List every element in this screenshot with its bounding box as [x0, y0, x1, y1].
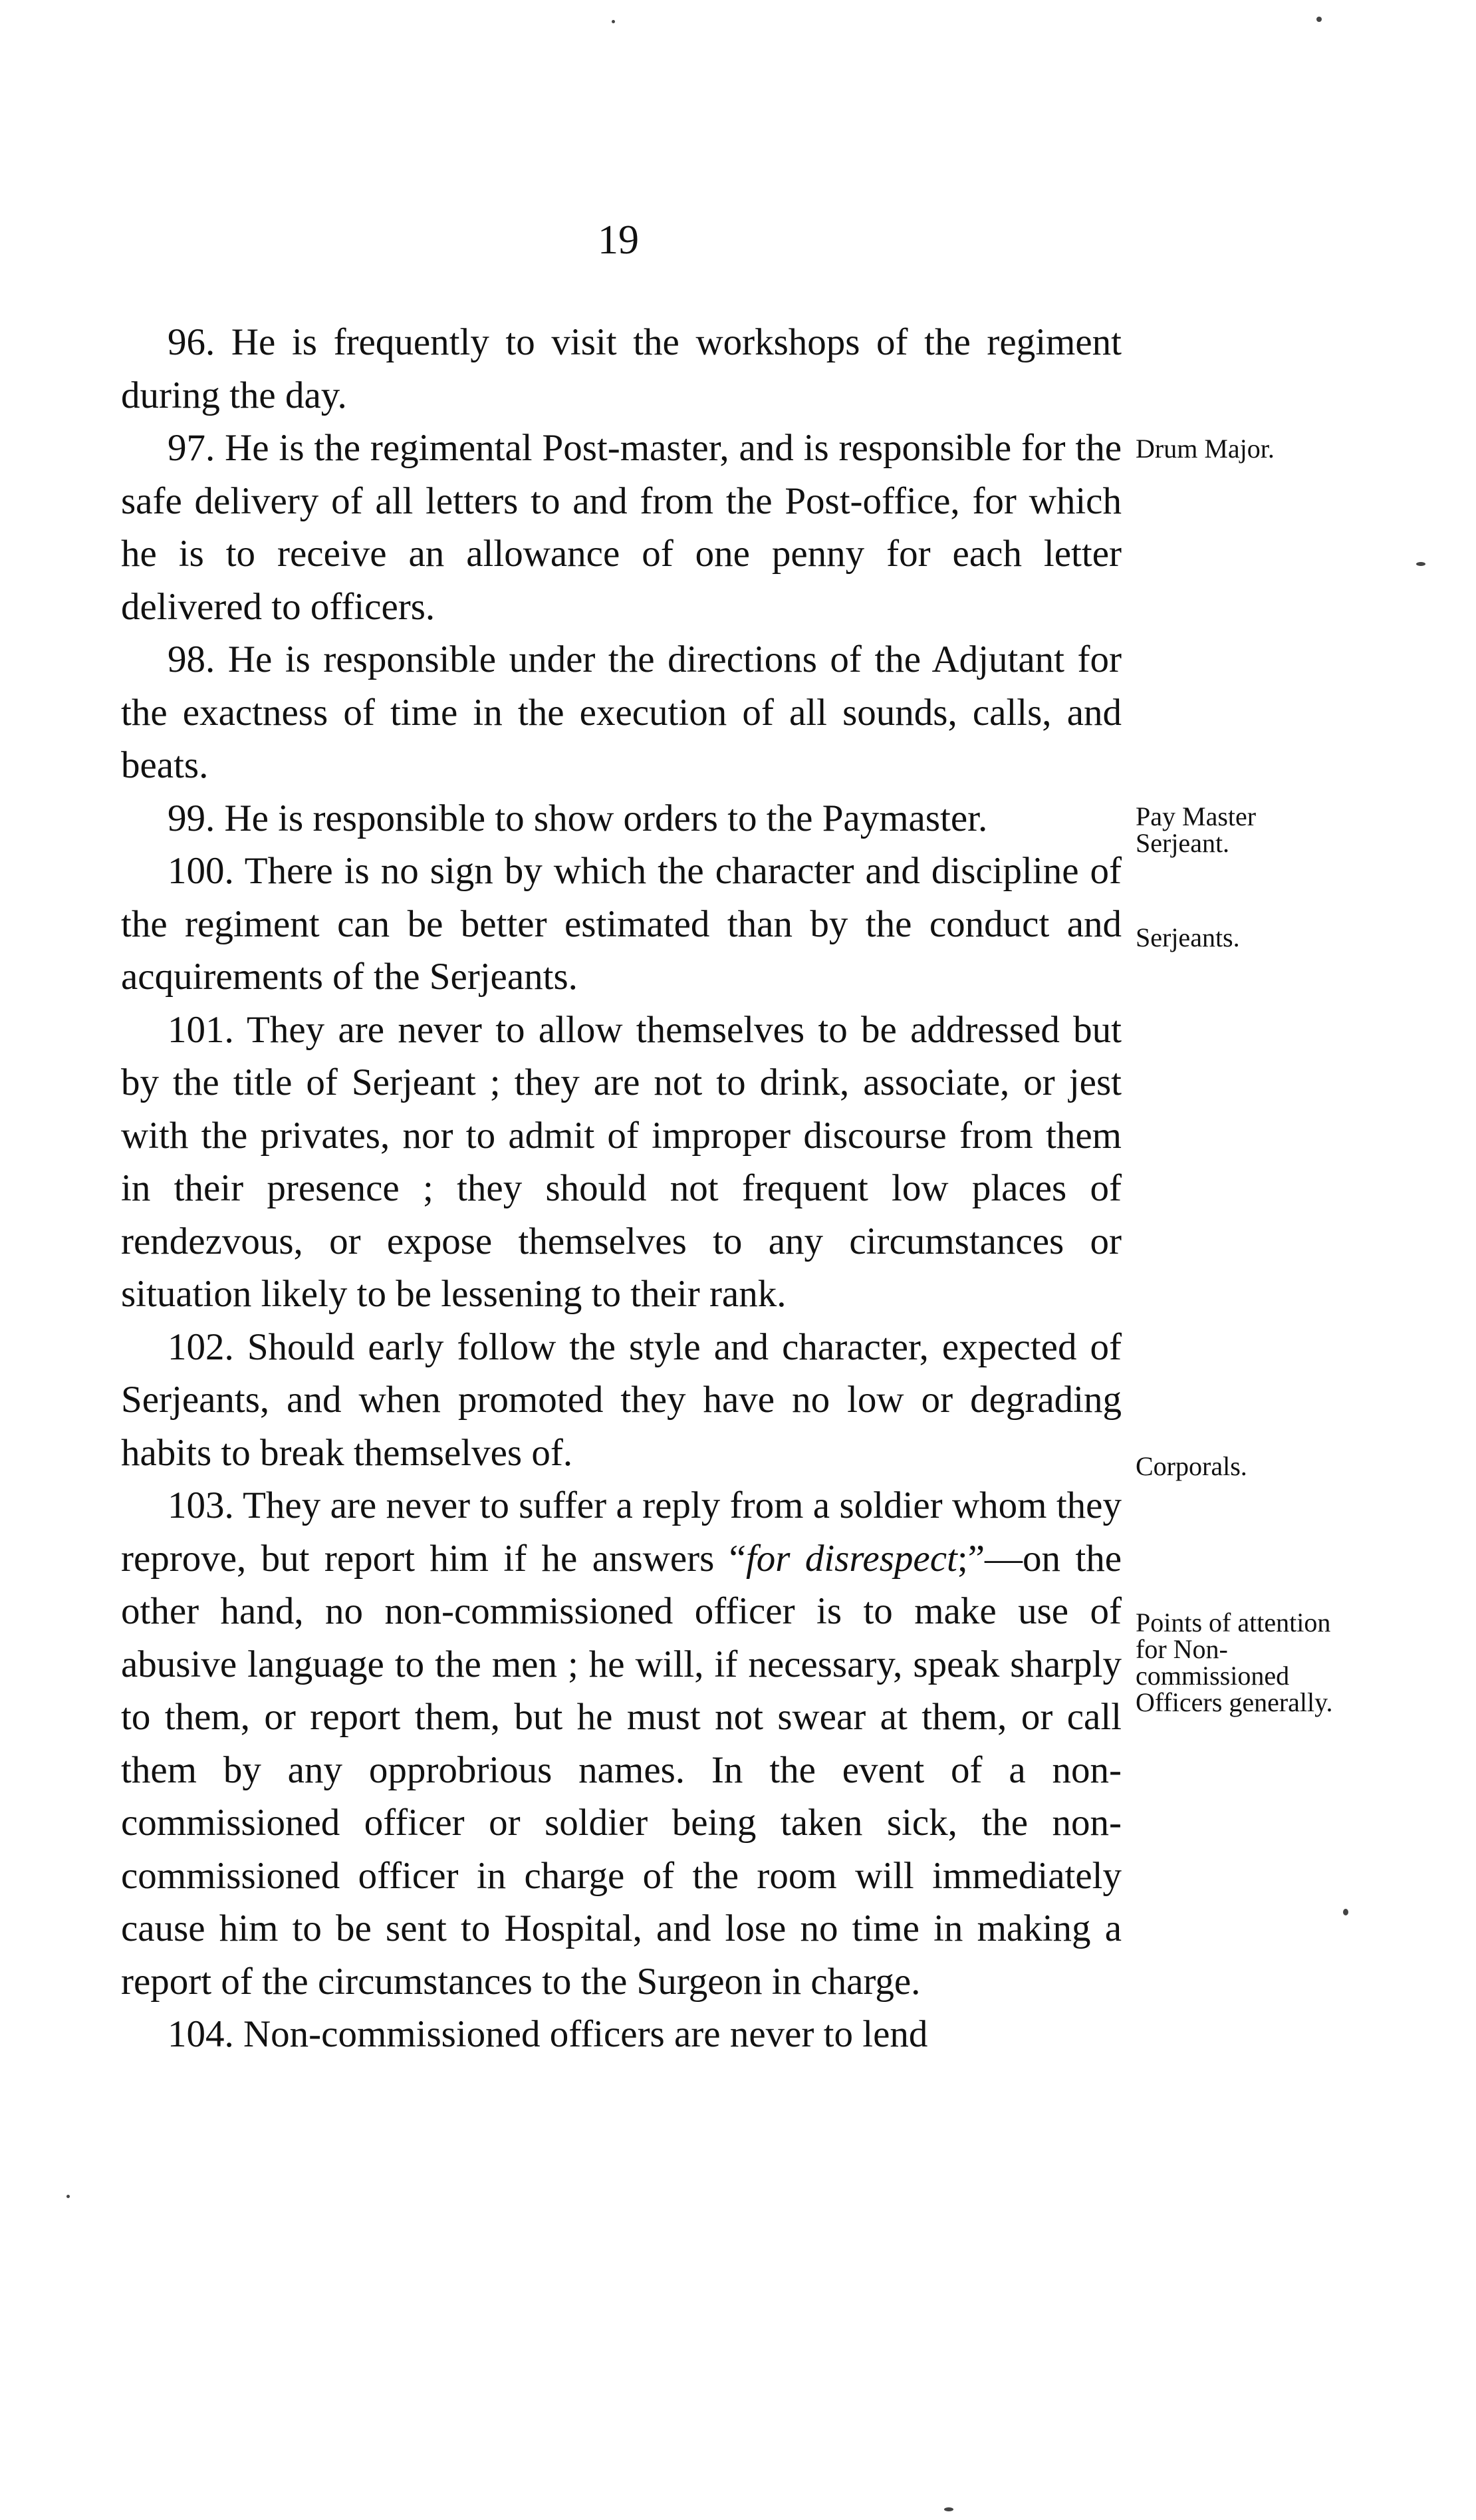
paragraph-number: 98.	[168, 638, 215, 680]
scan-speck	[1343, 1909, 1348, 1915]
paragraph-text: Non-commissioned officers are never to lend	[243, 2013, 928, 2055]
scan-speck	[66, 2195, 70, 2198]
margin-note-points-of-attention: Points of attention for Non-commissioned Officers generally.	[1136, 1608, 1333, 1717]
paragraph-102	[121, 1321, 1122, 1480]
paragraph-104	[121, 2008, 1122, 2061]
body-text	[121, 316, 1122, 2061]
paragraph-text: He is the regimental Post-master, and is responsible for the safe delivery of all letters to and from the Post-office, for which he is to receive an allowance of one penny for each letter delivered to officers.	[121, 427, 1122, 628]
paragraph-96	[121, 316, 1122, 422]
paragraph-text: He is responsible under the directions of the Adjutant for the exactness of time in the execution of all sounds, calls, and beats.	[121, 638, 1122, 786]
scan-speck	[1416, 562, 1425, 566]
paragraph-number: 101.	[168, 1008, 234, 1051]
paragraph-number: 97.	[168, 427, 215, 469]
page-number: 19	[598, 217, 639, 263]
paragraph-100	[121, 845, 1122, 1004]
margin-note-drum-major: Drum Major.	[1136, 434, 1275, 464]
paragraph-text-before: They are never to suffer a reply from a soldier whom they reprove, but report him if he answers “	[121, 1484, 1122, 1580]
paragraph-text-italic: for disrespect	[745, 1537, 957, 1580]
paragraph-text: They are never to allow themselves to be addressed but by the title of Serjeant ; they are not to drink, associate, or jest with the privates, nor to admit of improper discourse from them in their presence ; they should not frequent low places of rendezvous, or expose themselves to any circumstances or situation likely to be lessening to their rank.	[121, 1008, 1122, 1315]
margin-note-corporals: Corporals.	[1136, 1451, 1247, 1481]
scan-speck	[944, 2507, 953, 2511]
paragraph-number: 104.	[168, 2013, 234, 2055]
margin-note-pay-master-serjeant: Pay Master Serjeant.	[1136, 801, 1257, 858]
paragraph-number: 103.	[168, 1484, 234, 1526]
paragraph-97	[121, 422, 1122, 633]
margin-note-serjeants: Serjeants.	[1136, 922, 1240, 952]
paragraph-text-after: ;”—on the other hand, no non-commissioned officer is to make use of abusive language to the men ; he will, if necessary, speak sharply to them, or report them, but he must not swear at them, or call them by any opprobrious names. In the event of a non-commissioned officer or soldier being taken sick, the non-commissioned officer in charge of the room will immediately cause him to be sent to Hospital, and lose no time in making a report of the circumstances to the Surgeon in charge.	[121, 1537, 1122, 2003]
paragraph-text: Should early follow the style and character, expected of Serjeants, and when promoted they have no low or degrading habits to break themselves of.	[121, 1326, 1122, 1474]
scan-speck	[1316, 17, 1322, 22]
paragraph-99	[121, 792, 1122, 845]
paragraph-text: There is no sign by which the character and discipline of the regiment can be better estimated than by the conduct and acquirements of the Serjeants.	[121, 850, 1122, 998]
scan-speck	[612, 20, 615, 23]
paragraph-number: 96.	[168, 321, 215, 363]
paragraph-number: 99.	[168, 797, 215, 839]
paragraph-text: He is frequently to visit the workshops of the regiment during the day.	[121, 321, 1122, 416]
paragraph-number: 102.	[168, 1326, 234, 1368]
paragraph-103	[121, 1479, 1122, 2008]
paragraph-101	[121, 1004, 1122, 1321]
paragraph-number: 100.	[168, 850, 234, 892]
paragraph-98	[121, 633, 1122, 792]
paragraph-text: He is responsible to show orders to the Paymaster.	[224, 797, 988, 839]
